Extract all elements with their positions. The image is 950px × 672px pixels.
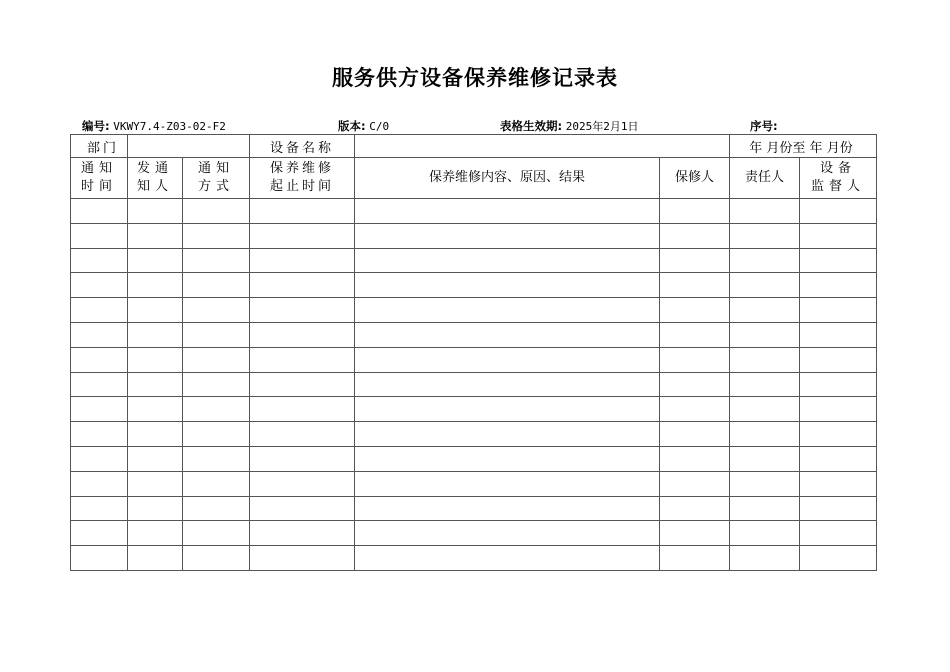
table-cell[interactable] — [730, 422, 800, 447]
table-cell[interactable] — [660, 199, 730, 224]
form-version-value: C/0 — [369, 120, 390, 133]
table-cell[interactable] — [355, 446, 660, 471]
table-cell[interactable] — [730, 347, 800, 372]
form-code-value: VKWY7.4-Z03-02-F2 — [113, 120, 226, 133]
form-version — [338, 118, 389, 134]
table-cell[interactable] — [730, 273, 800, 298]
table-cell[interactable] — [730, 372, 800, 397]
table-cell[interactable] — [730, 298, 800, 323]
table-cell[interactable] — [183, 347, 250, 372]
table-row — [71, 199, 877, 224]
table-cell[interactable] — [128, 273, 183, 298]
table-cell[interactable] — [800, 446, 877, 471]
table-cell[interactable] — [355, 397, 660, 422]
table-cell[interactable] — [355, 521, 660, 546]
table-cell[interactable] — [71, 322, 128, 347]
table-cell[interactable] — [800, 298, 877, 323]
table-cell[interactable] — [250, 471, 355, 496]
department-label: 部门 — [71, 135, 128, 158]
table-cell[interactable] — [800, 521, 877, 546]
table-cell[interactable] — [71, 397, 128, 422]
table-cell[interactable] — [730, 521, 800, 546]
table-cell[interactable] — [183, 248, 250, 273]
table-cell[interactable] — [128, 521, 183, 546]
table-cell[interactable] — [250, 347, 355, 372]
table-cell[interactable] — [800, 546, 877, 571]
table-cell[interactable] — [183, 446, 250, 471]
table-cell[interactable] — [730, 248, 800, 273]
table-cell[interactable] — [660, 496, 730, 521]
table-cell[interactable] — [71, 546, 128, 571]
table-cell[interactable] — [128, 322, 183, 347]
table-cell[interactable] — [128, 248, 183, 273]
table-cell[interactable] — [250, 223, 355, 248]
column-header-line: 知人 — [136, 179, 173, 194]
table-cell[interactable] — [71, 199, 128, 224]
table-cell[interactable] — [355, 471, 660, 496]
table-cell[interactable] — [71, 223, 128, 248]
table-cell[interactable] — [355, 347, 660, 372]
table-cell[interactable] — [730, 496, 800, 521]
column-header — [660, 158, 730, 199]
table-cell[interactable] — [71, 248, 128, 273]
table-cell[interactable] — [250, 298, 355, 323]
table-cell[interactable] — [730, 223, 800, 248]
table-cell[interactable] — [71, 521, 128, 546]
department-field[interactable] — [128, 135, 250, 158]
column-header-line: 时间 — [80, 179, 117, 194]
table-cell[interactable] — [660, 248, 730, 273]
table-cell[interactable] — [250, 521, 355, 546]
column-header-line: 通知 — [80, 161, 117, 176]
table-cell[interactable] — [183, 372, 250, 397]
table-cell[interactable] — [183, 223, 250, 248]
table-cell[interactable] — [250, 273, 355, 298]
table-cell[interactable] — [250, 397, 355, 422]
table-cell[interactable] — [71, 471, 128, 496]
table-cell[interactable] — [183, 471, 250, 496]
table-cell[interactable] — [800, 273, 877, 298]
column-header-line: 保修人 — [674, 170, 714, 185]
table-cell[interactable] — [660, 273, 730, 298]
form-code — [82, 118, 226, 134]
table-cell[interactable] — [660, 322, 730, 347]
table-cell[interactable] — [800, 322, 877, 347]
column-header — [730, 158, 800, 199]
table-row — [71, 347, 877, 372]
table-cell[interactable] — [128, 546, 183, 571]
table-row — [71, 521, 877, 546]
table-cell[interactable] — [250, 422, 355, 447]
form-effective-label: 表格生效期: — [500, 119, 563, 133]
table-cell[interactable] — [128, 372, 183, 397]
table-cell[interactable] — [250, 248, 355, 273]
table-cell[interactable] — [183, 273, 250, 298]
table-cell[interactable] — [183, 422, 250, 447]
table-cell[interactable] — [355, 422, 660, 447]
table-cell[interactable] — [355, 496, 660, 521]
table-cell[interactable] — [128, 496, 183, 521]
table-cell[interactable] — [355, 248, 660, 273]
table-cell[interactable] — [660, 471, 730, 496]
table-cell[interactable] — [183, 496, 250, 521]
form-serial — [750, 118, 778, 134]
column-header-line: 发通 — [136, 161, 173, 176]
column-header-line: 监督人 — [810, 179, 865, 194]
column-header — [800, 158, 877, 199]
table-cell[interactable] — [800, 248, 877, 273]
table-cell[interactable] — [128, 397, 183, 422]
column-header-line: 方式 — [197, 179, 234, 194]
equipment-name-field[interactable] — [355, 135, 730, 158]
form-code-label: 编号: — [82, 119, 110, 133]
table-cell[interactable] — [660, 347, 730, 372]
table-row — [71, 446, 877, 471]
table-header-row — [71, 158, 877, 199]
table-cell[interactable] — [250, 372, 355, 397]
column-header-line: 起止时间 — [269, 179, 334, 194]
table-cell[interactable] — [355, 199, 660, 224]
table-cell[interactable] — [128, 298, 183, 323]
table-cell[interactable] — [355, 322, 660, 347]
table-cell[interactable] — [128, 471, 183, 496]
equipment-name-label: 设备名称 — [250, 135, 355, 158]
table-cell[interactable] — [128, 446, 183, 471]
table-cell[interactable] — [800, 199, 877, 224]
table-cell[interactable] — [250, 546, 355, 571]
table-row — [71, 422, 877, 447]
table-row — [71, 397, 877, 422]
table-cell[interactable] — [730, 446, 800, 471]
table-cell[interactable] — [730, 546, 800, 571]
table-cell[interactable] — [128, 223, 183, 248]
table-cell[interactable] — [355, 273, 660, 298]
table-cell[interactable] — [800, 471, 877, 496]
column-header-line: 保养维修 — [269, 161, 334, 176]
table-cell[interactable] — [800, 422, 877, 447]
table-row — [71, 372, 877, 397]
table-cell[interactable] — [183, 298, 250, 323]
table-cell[interactable] — [71, 372, 128, 397]
table-row — [71, 223, 877, 248]
table-cell[interactable] — [355, 372, 660, 397]
period-field[interactable]: 年 月份至 年 月份 — [730, 135, 877, 158]
table-cell[interactable] — [660, 446, 730, 471]
table-cell[interactable] — [355, 223, 660, 248]
column-header — [250, 158, 355, 199]
form-version-label: 版本: — [338, 119, 366, 133]
maintenance-record-table — [70, 134, 877, 571]
table-cell[interactable] — [730, 322, 800, 347]
column-header-line: 责任人 — [744, 170, 784, 185]
table-cell[interactable] — [730, 199, 800, 224]
column-header — [355, 158, 660, 199]
table-cell[interactable] — [183, 322, 250, 347]
table-cell[interactable] — [355, 546, 660, 571]
form-effective-date — [500, 118, 639, 134]
table-cell[interactable] — [183, 199, 250, 224]
table-cell[interactable] — [71, 298, 128, 323]
table-top-row — [71, 135, 877, 158]
table-cell[interactable] — [660, 546, 730, 571]
table-cell[interactable] — [800, 347, 877, 372]
table-cell[interactable] — [730, 471, 800, 496]
table-cell[interactable] — [128, 347, 183, 372]
table-row — [71, 471, 877, 496]
table-cell[interactable] — [250, 199, 355, 224]
table-cell[interactable] — [800, 223, 877, 248]
table-cell[interactable] — [800, 397, 877, 422]
table-cell[interactable] — [355, 298, 660, 323]
column-header — [183, 158, 250, 199]
table-cell[interactable] — [71, 446, 128, 471]
table-cell[interactable] — [183, 546, 250, 571]
table-cell[interactable] — [128, 422, 183, 447]
form-effective-value: 2025年2月1日 — [565, 120, 639, 133]
table-cell[interactable] — [250, 446, 355, 471]
table-cell[interactable] — [71, 347, 128, 372]
table-cell[interactable] — [183, 521, 250, 546]
table-cell[interactable] — [660, 521, 730, 546]
table-row — [71, 322, 877, 347]
table-cell[interactable] — [660, 397, 730, 422]
table-cell[interactable] — [730, 397, 800, 422]
table-cell[interactable] — [660, 298, 730, 323]
table-cell[interactable] — [250, 496, 355, 521]
table-cell[interactable] — [660, 223, 730, 248]
column-header-line: 设备 — [819, 161, 856, 176]
table-row — [71, 298, 877, 323]
form-title: 服务供方设备保养维修记录表 — [332, 66, 618, 90]
column-header-line: 保养维修内容、原因、结果 — [428, 170, 585, 185]
table-cell[interactable] — [71, 496, 128, 521]
table-row — [71, 248, 877, 273]
table-cell[interactable] — [250, 322, 355, 347]
table-cell[interactable] — [800, 496, 877, 521]
table-cell[interactable] — [660, 372, 730, 397]
table-cell[interactable] — [128, 199, 183, 224]
table-row — [71, 546, 877, 571]
table-row — [71, 273, 877, 298]
table-cell[interactable] — [71, 273, 128, 298]
table-row — [71, 496, 877, 521]
table-cell[interactable] — [71, 422, 128, 447]
column-header — [128, 158, 183, 199]
form-serial-label: 序号: — [750, 119, 778, 133]
table-body — [71, 199, 877, 571]
column-header — [71, 158, 128, 199]
table-cell[interactable] — [800, 372, 877, 397]
column-header-line: 通知 — [197, 161, 234, 176]
table-cell[interactable] — [183, 397, 250, 422]
table-cell[interactable] — [660, 422, 730, 447]
